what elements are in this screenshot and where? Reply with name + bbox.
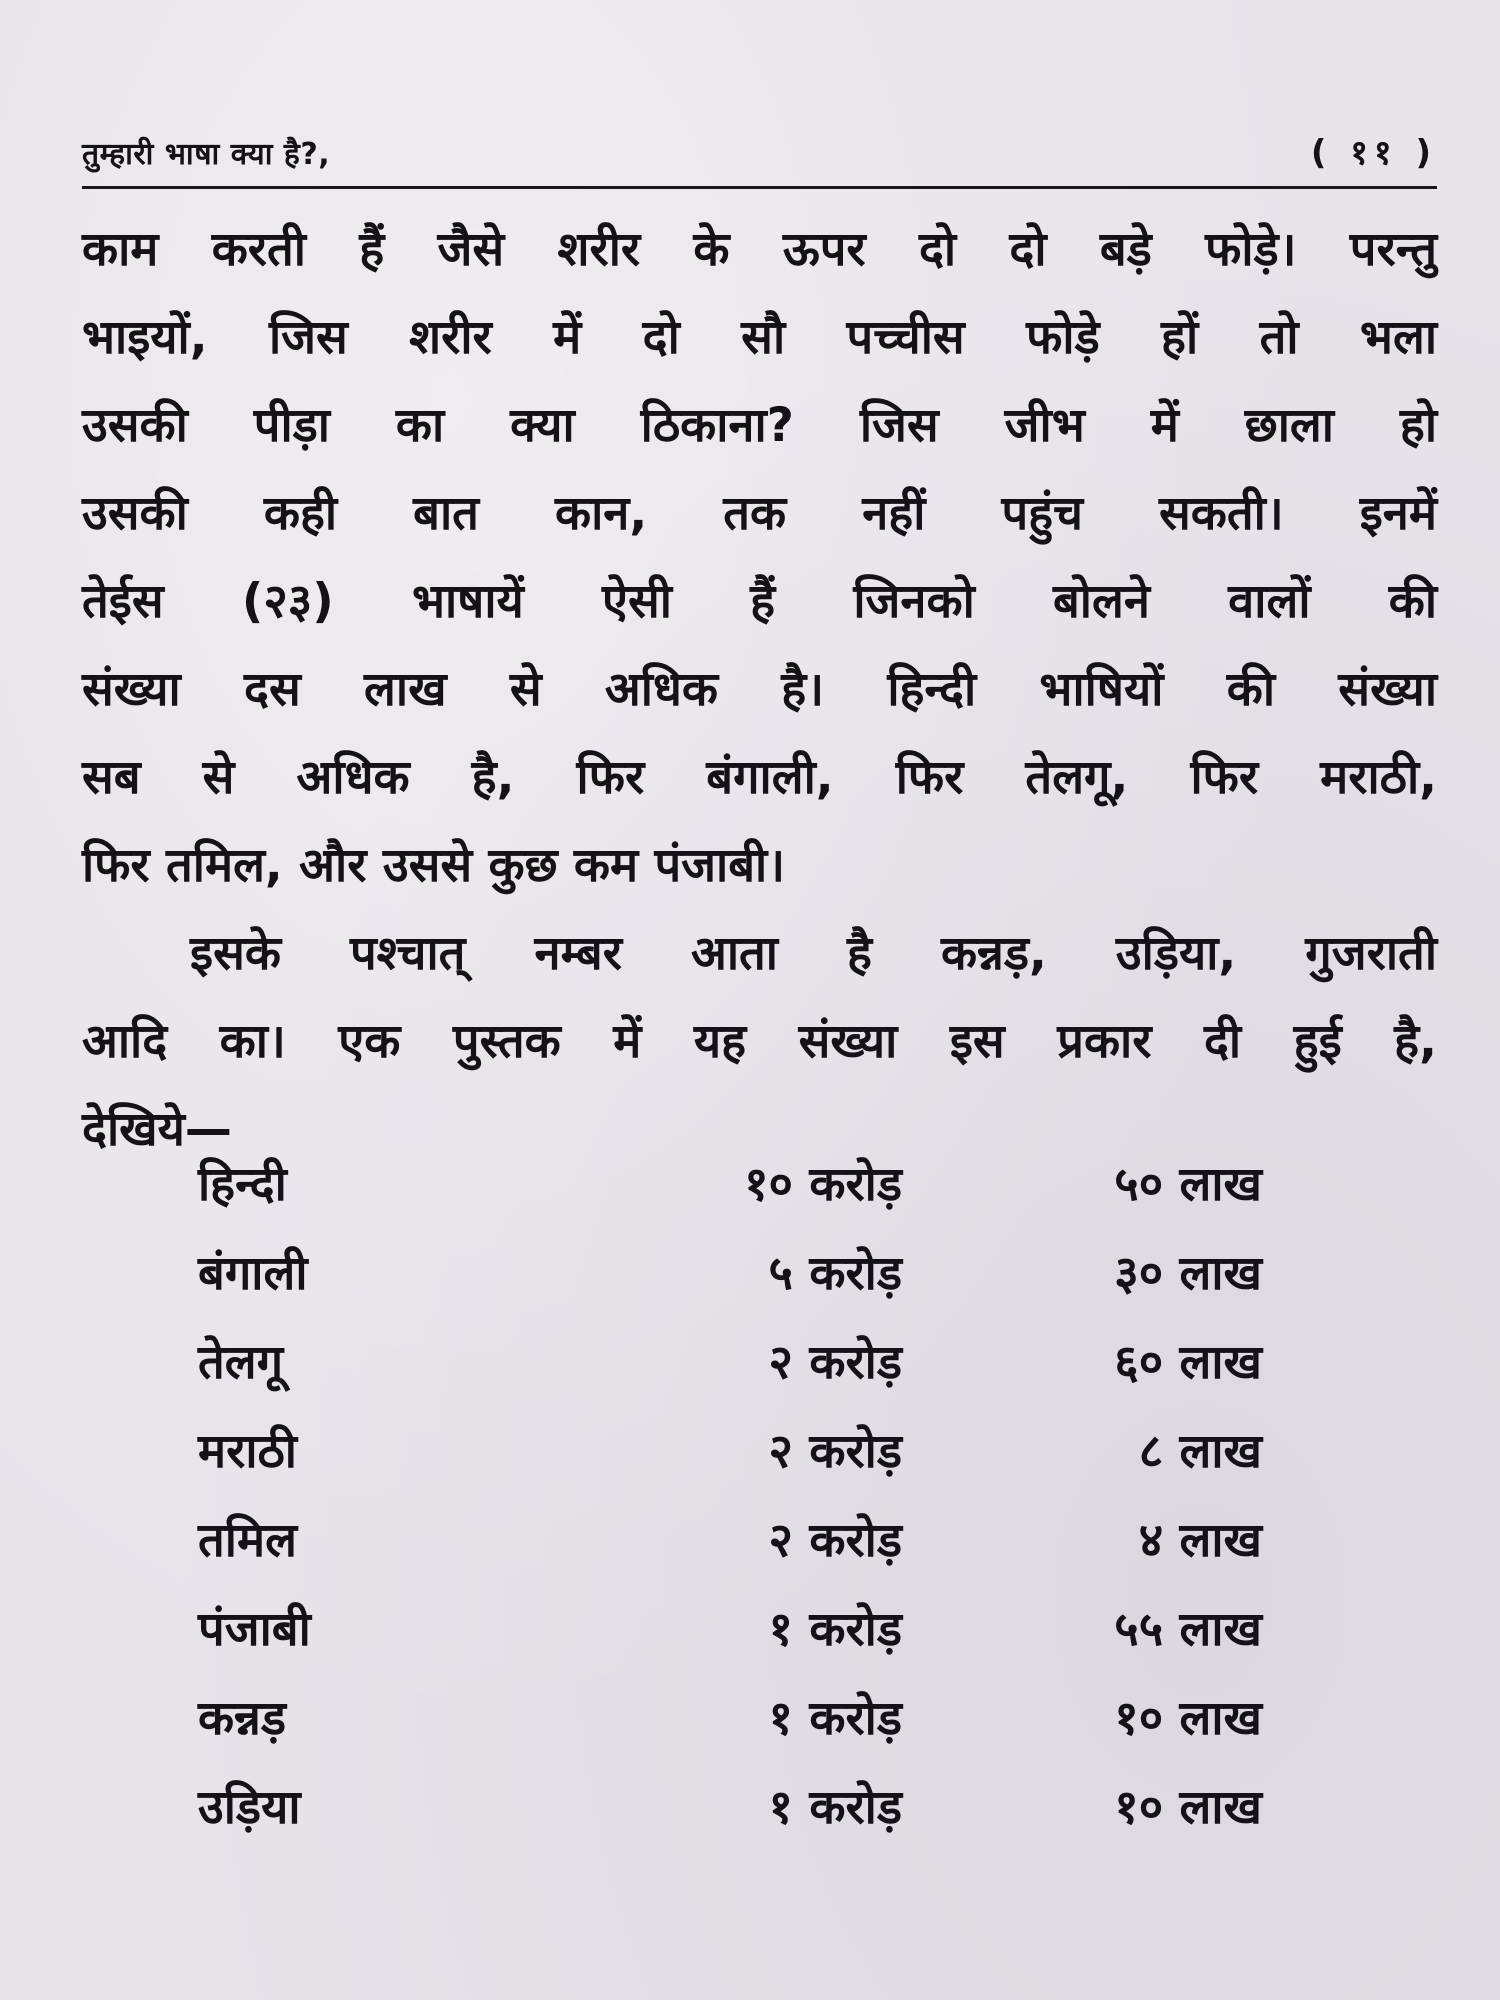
- table-row: [0, 1585, 1500, 1674]
- text-line: संख्या दस लाख से अधिक है। हिन्दी भाषियों की संख्या: [82, 662, 1437, 717]
- text-line: फिर तमिल, और उससे कुछ कम पंजाबी।: [82, 838, 786, 893]
- lakh-value: ३० लाख: [1114, 1246, 1262, 1301]
- language-name: पंजाबी: [198, 1602, 311, 1657]
- crore-value: १ करोड़: [768, 1780, 902, 1835]
- text-line: उसकी कही बात कान, तक नहीं पहुंच सकती। इनमें: [82, 486, 1437, 541]
- table-row: [0, 1496, 1500, 1585]
- table-row: [0, 1763, 1500, 1852]
- crore-value: १ करोड़: [768, 1602, 902, 1657]
- text-line: काम करती हैं जैसे शरीर के ऊपर दो दो बड़े फोड़े। परन्तु: [82, 222, 1437, 277]
- language-name: तमिल: [198, 1513, 297, 1568]
- crore-value: २ करोड़: [768, 1513, 902, 1568]
- lakh-value: १० लाख: [1114, 1780, 1262, 1835]
- lakh-value: ५५ लाख: [1114, 1602, 1262, 1657]
- language-name: मराठी: [198, 1424, 297, 1479]
- crore-value: १ करोड़: [768, 1691, 902, 1746]
- crore-value: २ करोड़: [768, 1424, 902, 1479]
- crore-value: १० करोड़: [744, 1157, 902, 1212]
- lakh-value: ६० लाख: [1114, 1335, 1262, 1390]
- text-line: देखिये—: [82, 1102, 232, 1157]
- lakh-value: १० लाख: [1114, 1691, 1262, 1746]
- paragraph-2: [82, 910, 1437, 1174]
- header-rule: [82, 186, 1437, 189]
- paragraph-1: [82, 206, 1437, 910]
- text-line: आदि का। एक पुस्तक में यह संख्या इस प्रकार दी हुई है,: [82, 1014, 1437, 1069]
- text-line: भाइयों, जिस शरीर में दो सौ पच्चीस फोड़े हों तो भला: [82, 310, 1437, 365]
- table-row: [0, 1674, 1500, 1763]
- language-name: तेलगू: [198, 1335, 284, 1390]
- table-row: [0, 1318, 1500, 1407]
- lakh-value: ४ लाख: [1138, 1513, 1262, 1568]
- text-line: उसकी पीड़ा का क्या ठिकाना? जिस जीभ में छाला हो: [82, 398, 1437, 453]
- text-line: सब से अधिक है, फिर बंगाली, फिर तेलगू, फिर मराठी,: [82, 750, 1437, 805]
- text-line: इसके पश्चात् नम्बर आता है कन्नड़, उड़िया, गुजराती: [190, 926, 1437, 981]
- lakh-value: ५० लाख: [1114, 1157, 1262, 1212]
- text-line: तेईस (२३) भाषायें ऐसी हैं जिनको बोलने वालों की: [82, 574, 1437, 629]
- language-name: कन्नड़: [198, 1691, 287, 1746]
- body-text: [82, 206, 1437, 1174]
- page-number: ( ११ ): [1310, 133, 1437, 173]
- language-name: उड़िया: [198, 1780, 301, 1835]
- crore-value: २ करोड़: [768, 1335, 902, 1390]
- language-speakers-table: [0, 1140, 1500, 1852]
- running-head: तुम्हारी भाषा क्या है?,: [82, 137, 331, 172]
- table-row: [0, 1140, 1500, 1229]
- crore-value: ५ करोड़: [768, 1246, 902, 1301]
- table-row: [0, 1407, 1500, 1496]
- language-name: हिन्दी: [198, 1157, 287, 1212]
- table-row: [0, 1229, 1500, 1318]
- page-header: [82, 128, 1437, 180]
- lakh-value: ८ लाख: [1138, 1424, 1262, 1479]
- language-name: बंगाली: [198, 1246, 308, 1301]
